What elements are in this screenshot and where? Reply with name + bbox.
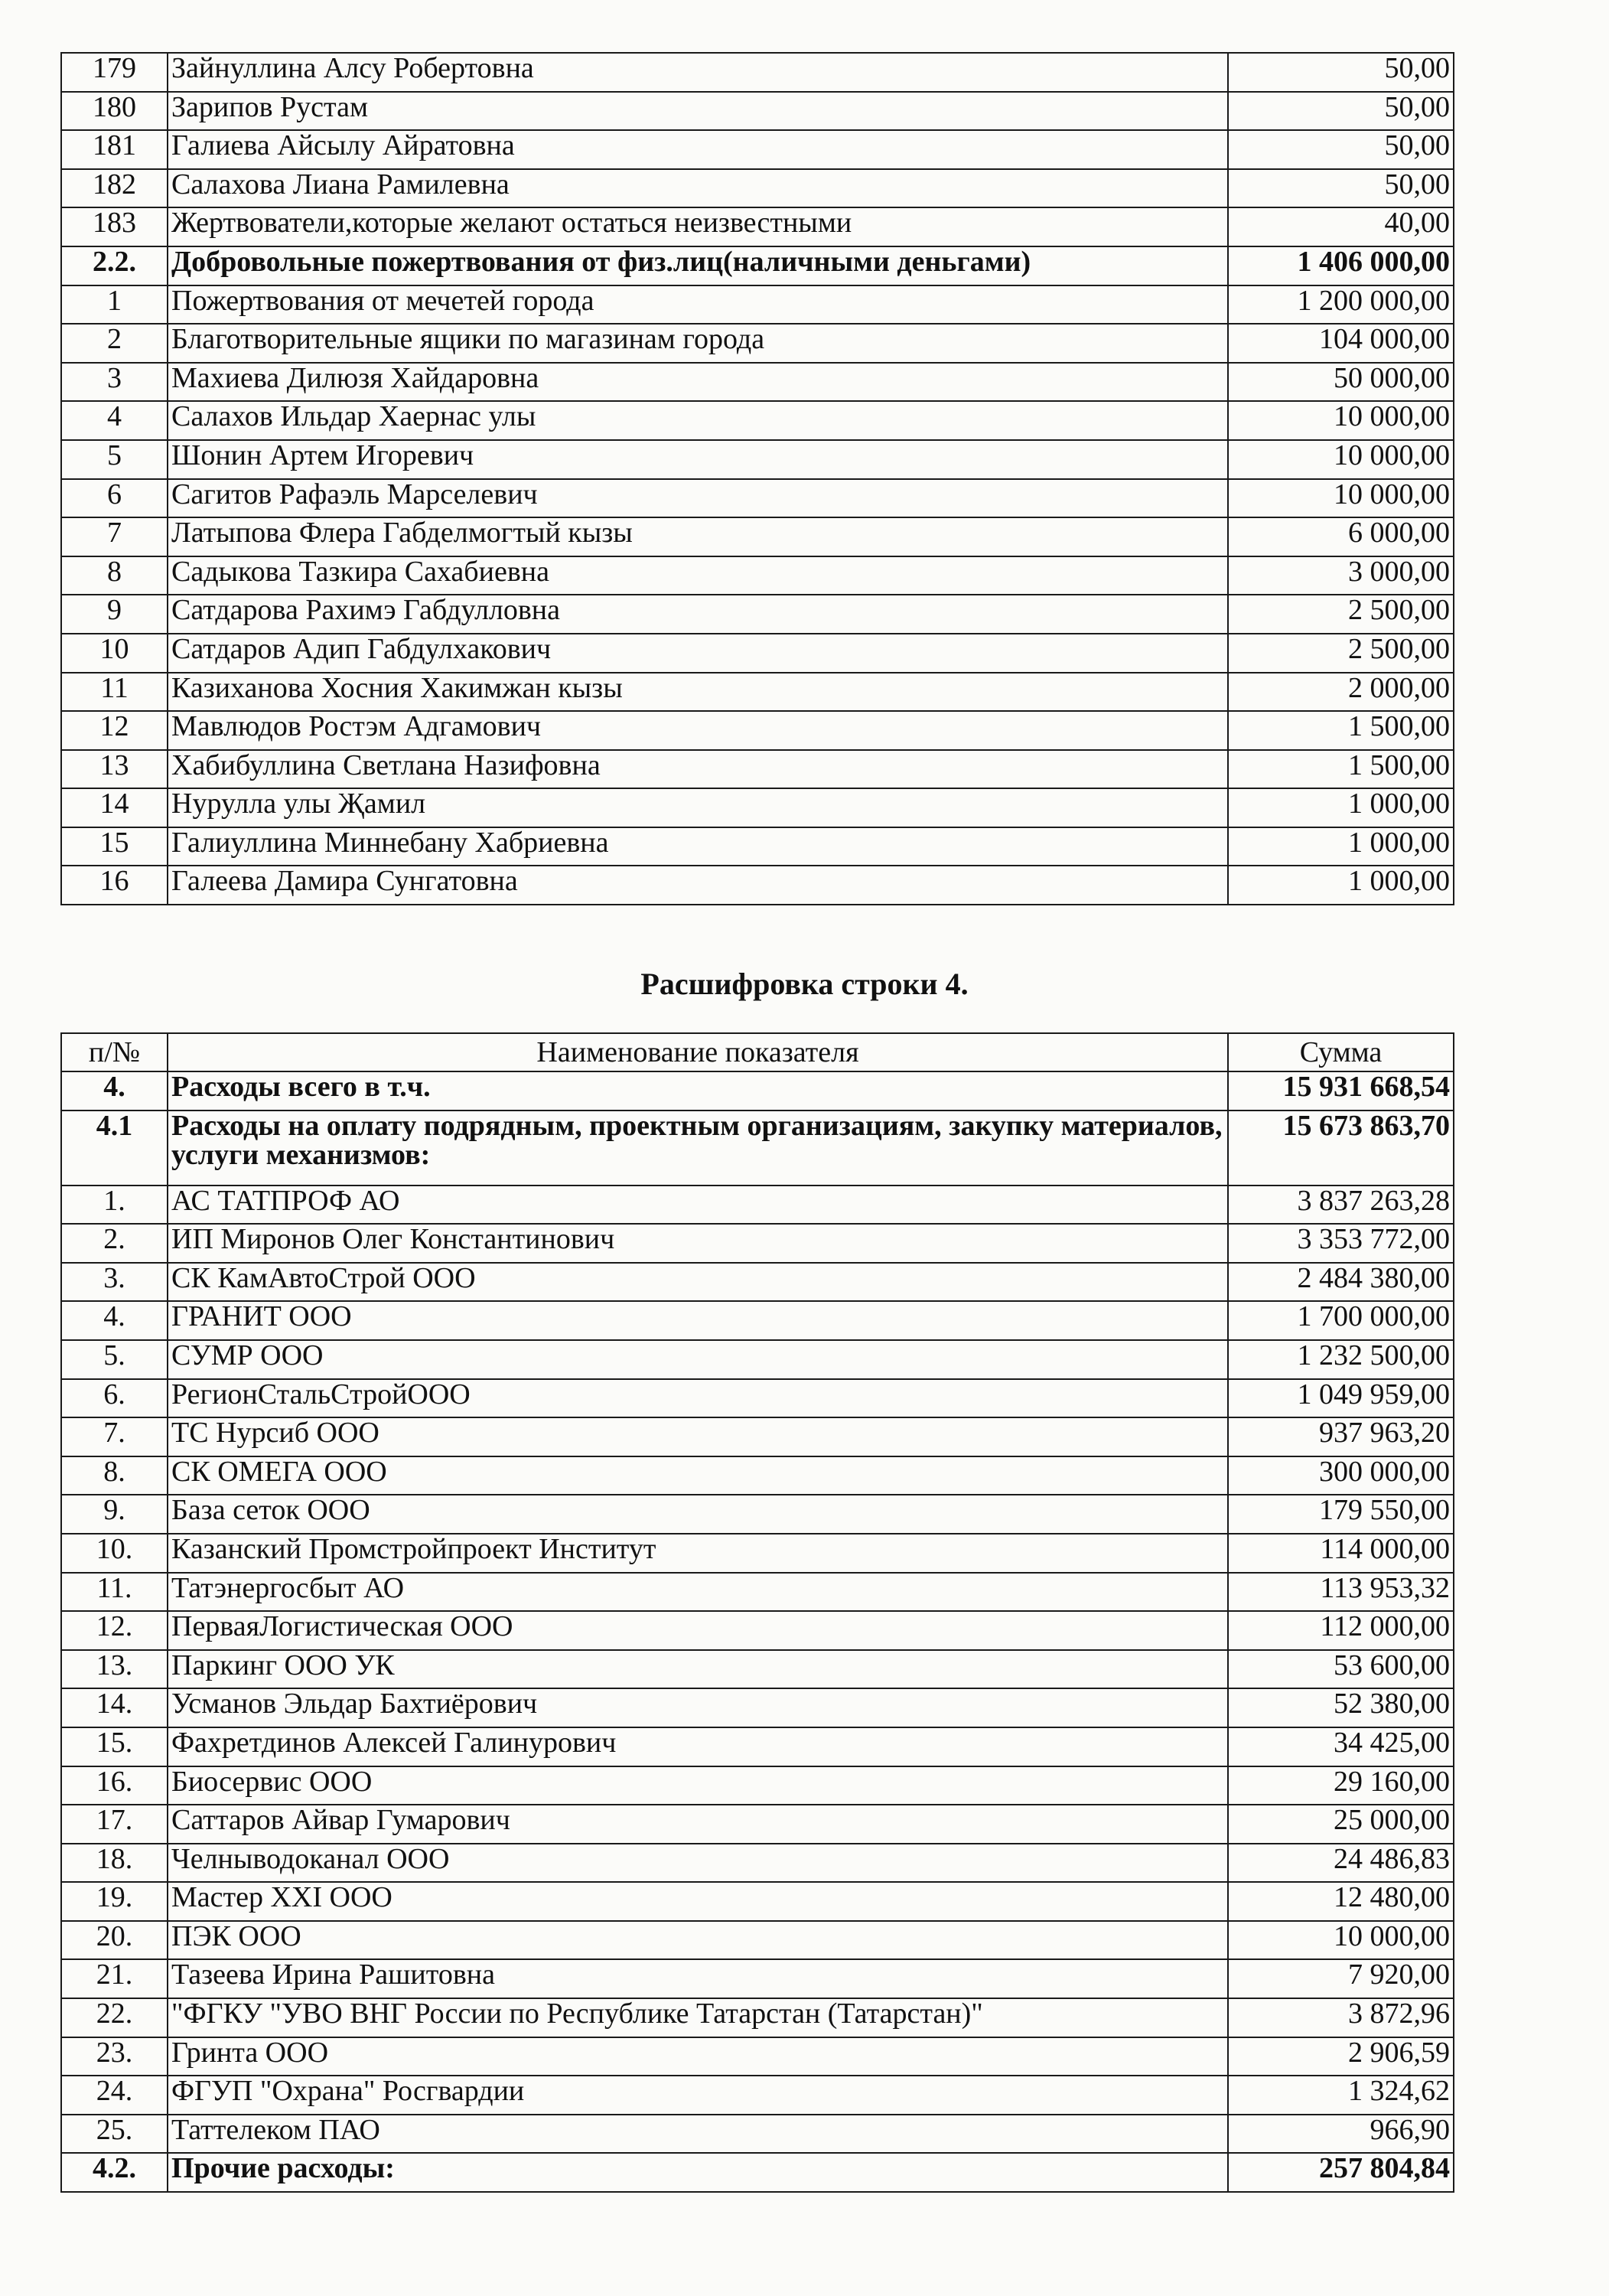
table-row: [61, 556, 1454, 595]
row-name: Сатдарова Рахимэ Габдулловна: [168, 595, 1228, 634]
row-name: Сагитов Рафаэль Марселевич: [168, 479, 1228, 518]
row-number: 21.: [61, 1959, 168, 1998]
row-number: 8: [61, 556, 168, 595]
row-name: ТС Нурсиб ООО: [168, 1417, 1228, 1456]
row-number: 18.: [61, 1844, 168, 1883]
row-number: 16: [61, 866, 168, 905]
row-number: 14.: [61, 1688, 168, 1727]
row-number: 12: [61, 711, 168, 750]
row-name: Благотворительные ящики по магазинам города: [168, 324, 1228, 363]
table-row: [61, 246, 1454, 285]
row-number: 14: [61, 788, 168, 827]
row-name: ПерваяЛогистическая ООО: [168, 1611, 1228, 1650]
row-name: Махиева Дилюзя Хайдаровна: [168, 363, 1228, 402]
row-amount: 104 000,00: [1228, 324, 1454, 363]
table-row: [61, 827, 1454, 866]
row-name: СУМР ООО: [168, 1340, 1228, 1379]
table-row: [61, 1573, 1454, 1612]
row-number: 181: [61, 130, 168, 169]
table-row: [61, 1456, 1454, 1495]
table-row: [61, 634, 1454, 673]
row-name: Салахова Лиана Рамилевна: [168, 169, 1228, 208]
row-amount: 2 484 380,00: [1228, 1263, 1454, 1302]
table-row: [61, 1110, 1454, 1186]
table-row: [61, 2037, 1454, 2076]
row-name: Шонин Артем Игоревич: [168, 440, 1228, 479]
row-number: 3: [61, 363, 168, 402]
row-number: 12.: [61, 1611, 168, 1650]
row-name: Тазеева Ирина Рашитовна: [168, 1959, 1228, 1998]
row-amount: 1 500,00: [1228, 750, 1454, 789]
row-amount: 112 000,00: [1228, 1611, 1454, 1650]
row-number: 4.1: [61, 1110, 168, 1186]
table-row: [61, 2076, 1454, 2115]
row-number: 15: [61, 827, 168, 866]
table-row: [61, 1921, 1454, 1960]
row-name: Казанский Промстройпроект Институт: [168, 1534, 1228, 1573]
row-amount: 15 673 863,70: [1228, 1110, 1454, 1186]
row-name: Нурулла улы Җамил: [168, 788, 1228, 827]
row-amount: 1 500,00: [1228, 711, 1454, 750]
row-amount: 10 000,00: [1228, 440, 1454, 479]
row-number: 16.: [61, 1766, 168, 1805]
row-name: Мавлюдов Ростэм Адгамович: [168, 711, 1228, 750]
row-amount: 10 000,00: [1228, 1921, 1454, 1960]
table-row: [61, 788, 1454, 827]
table-row: [61, 1495, 1454, 1534]
row-amount: 24 486,83: [1228, 1844, 1454, 1883]
table-row: [61, 92, 1454, 131]
row-name: Биосервис ООО: [168, 1766, 1228, 1805]
table-row: [61, 53, 1454, 92]
table-row: [61, 1224, 1454, 1263]
row-amount: 50 000,00: [1228, 363, 1454, 402]
row-number: 15.: [61, 1727, 168, 1766]
row-number: 8.: [61, 1456, 168, 1495]
table-row: [61, 1766, 1454, 1805]
row-number: 2.2.: [61, 246, 168, 285]
table-row: [61, 401, 1454, 440]
table-row: [61, 1186, 1454, 1225]
row-amount: 1 324,62: [1228, 2076, 1454, 2115]
donations-table-body: [61, 53, 1454, 905]
row-number: 11: [61, 673, 168, 712]
table-row: [61, 673, 1454, 712]
row-number: 5.: [61, 1340, 168, 1379]
table-row: [61, 1727, 1454, 1766]
row-amount: 3 000,00: [1228, 556, 1454, 595]
header-amount: Сумма: [1228, 1033, 1454, 1071]
row-amount: 53 600,00: [1228, 1650, 1454, 1689]
table-row: [61, 324, 1454, 363]
table-row: [61, 1688, 1454, 1727]
row-number: 1: [61, 285, 168, 325]
row-number: 9: [61, 595, 168, 634]
row-name: Хабибуллина Светлана Назифовна: [168, 750, 1228, 789]
row-amount: 50,00: [1228, 169, 1454, 208]
table-row: [61, 1611, 1454, 1650]
expenses-table-body: [61, 1071, 1454, 2192]
row-number: 4.: [61, 1071, 168, 1110]
row-number: 183: [61, 207, 168, 246]
row-amount: 25 000,00: [1228, 1805, 1454, 1844]
table-row: [61, 440, 1454, 479]
table-row: [61, 285, 1454, 325]
row-name: Добровольные пожертвования от физ.лиц(наличными деньгами): [168, 246, 1228, 285]
row-name: Усманов Эльдар Бахтиёрович: [168, 1688, 1228, 1727]
row-amount: 257 804,84: [1228, 2153, 1454, 2192]
row-name: СК ОМЕГА ООО: [168, 1456, 1228, 1495]
row-amount: 12 480,00: [1228, 1882, 1454, 1921]
row-name: ГРАНИТ ООО: [168, 1301, 1228, 1340]
row-amount: 300 000,00: [1228, 1456, 1454, 1495]
row-number: 22.: [61, 1998, 168, 2037]
row-amount: 10 000,00: [1228, 401, 1454, 440]
row-amount: 50,00: [1228, 53, 1454, 92]
row-name: Галиуллина Миннебану Хабриевна: [168, 827, 1228, 866]
row-number: 2: [61, 324, 168, 363]
row-name: ФГУП "Охрана" Росгвардии: [168, 2076, 1228, 2115]
table-row: [61, 2115, 1454, 2154]
row-name: Жертвователи,которые желают остаться неизвестными: [168, 207, 1228, 246]
row-name: Казиханова Хосния Хакимжан кызы: [168, 673, 1228, 712]
row-number: 19.: [61, 1882, 168, 1921]
row-amount: 1 000,00: [1228, 866, 1454, 905]
table-row: [61, 1959, 1454, 1998]
row-amount: 113 953,32: [1228, 1573, 1454, 1612]
table-row: [61, 363, 1454, 402]
expenses-table-header: [61, 1033, 1454, 1071]
table-row: [61, 1379, 1454, 1418]
row-number: 17.: [61, 1805, 168, 1844]
row-amount: 34 425,00: [1228, 1727, 1454, 1766]
table-row: [61, 1071, 1454, 1110]
row-name: Расходы на оплату подрядным, проектным организациям, закупку материалов, услуги механизмов:: [168, 1110, 1228, 1186]
table-row: [61, 1998, 1454, 2037]
row-amount: 966,90: [1228, 2115, 1454, 2154]
row-name: Прочие расходы:: [168, 2153, 1228, 2192]
row-name: РегионСтальСтройООО: [168, 1379, 1228, 1418]
row-amount: 1 000,00: [1228, 788, 1454, 827]
row-amount: 10 000,00: [1228, 479, 1454, 518]
row-name: АС ТАТПРОФ АО: [168, 1186, 1228, 1225]
table-row: [61, 1263, 1454, 1302]
row-amount: 2 500,00: [1228, 634, 1454, 673]
row-number: 10.: [61, 1534, 168, 1573]
row-number: 6.: [61, 1379, 168, 1418]
table-row: [61, 1301, 1454, 1340]
row-name: Сатдаров Адип Габдулхакович: [168, 634, 1228, 673]
table-row: [61, 479, 1454, 518]
row-name: ИП Миронов Олег Константинович: [168, 1224, 1228, 1263]
table-row: [61, 207, 1454, 246]
table-row: [61, 1882, 1454, 1921]
row-amount: 7 920,00: [1228, 1959, 1454, 1998]
row-number: 10: [61, 634, 168, 673]
table-row: [61, 750, 1454, 789]
row-name: База сеток ООО: [168, 1495, 1228, 1534]
row-name: Расходы всего в т.ч.: [168, 1071, 1228, 1110]
row-amount: 40,00: [1228, 207, 1454, 246]
row-amount: 1 000,00: [1228, 827, 1454, 866]
row-number: 4.2.: [61, 2153, 168, 2192]
row-number: 182: [61, 169, 168, 208]
row-number: 180: [61, 92, 168, 131]
row-amount: 1 406 000,00: [1228, 246, 1454, 285]
table-row: [61, 2153, 1454, 2192]
row-name: Галиева Айсылу Айратовна: [168, 130, 1228, 169]
row-amount: 1 700 000,00: [1228, 1301, 1454, 1340]
table-row: [61, 1650, 1454, 1689]
row-amount: 2 906,59: [1228, 2037, 1454, 2076]
table-row: [61, 595, 1454, 634]
section-title: Расшифровка строки 4.: [640, 967, 969, 1001]
row-amount: 1 049 959,00: [1228, 1379, 1454, 1418]
row-name: Зайнуллина Алсу Робертовна: [168, 53, 1228, 92]
row-amount: 50,00: [1228, 92, 1454, 131]
row-number: 7: [61, 517, 168, 556]
table-row: [61, 711, 1454, 750]
table-row: [61, 517, 1454, 556]
row-number: 5: [61, 440, 168, 479]
row-number: 4.: [61, 1301, 168, 1340]
row-amount: 52 380,00: [1228, 1688, 1454, 1727]
header-name: Наименование показателя: [168, 1033, 1228, 1071]
row-name: Садыкова Тазкира Сахабиевна: [168, 556, 1228, 595]
row-amount: 114 000,00: [1228, 1534, 1454, 1573]
row-amount: 3 837 263,28: [1228, 1186, 1454, 1225]
row-name: Латыпова Флера Габделмогтый кызы: [168, 517, 1228, 556]
table-row: [61, 1340, 1454, 1379]
table-row: [61, 130, 1454, 169]
row-name: Челныводоканал ООО: [168, 1844, 1228, 1883]
table-row: [61, 1534, 1454, 1573]
row-name: Татэнергосбыт АО: [168, 1573, 1228, 1612]
row-amount: 2 000,00: [1228, 673, 1454, 712]
row-number: 20.: [61, 1921, 168, 1960]
table-row: [61, 169, 1454, 208]
row-number: 13: [61, 750, 168, 789]
row-amount: 1 200 000,00: [1228, 285, 1454, 325]
table-row: [61, 1844, 1454, 1883]
row-name: Гринта ООО: [168, 2037, 1228, 2076]
row-number: 7.: [61, 1417, 168, 1456]
header-number: п/№: [61, 1033, 168, 1071]
row-name: Пожертвования от мечетей города: [168, 285, 1228, 325]
row-number: 179: [61, 53, 168, 92]
row-amount: 3 353 772,00: [1228, 1224, 1454, 1263]
row-number: 13.: [61, 1650, 168, 1689]
row-amount: 15 931 668,54: [1228, 1071, 1454, 1110]
row-number: 9.: [61, 1495, 168, 1534]
row-number: 3.: [61, 1263, 168, 1302]
row-amount: 179 550,00: [1228, 1495, 1454, 1534]
row-number: 23.: [61, 2037, 168, 2076]
row-name: Галеева Дамира Сунгатовна: [168, 866, 1228, 905]
table-row: [61, 1417, 1454, 1456]
row-name: СК КамАвтоСтрой ООО: [168, 1263, 1228, 1302]
expenses-table: [60, 1032, 1454, 2193]
row-name: Мастер XXI ООО: [168, 1882, 1228, 1921]
row-name: Салахов Ильдар Хаернас улы: [168, 401, 1228, 440]
row-number: 1.: [61, 1186, 168, 1225]
row-number: 4: [61, 401, 168, 440]
row-number: 24.: [61, 2076, 168, 2115]
row-amount: 29 160,00: [1228, 1766, 1454, 1805]
row-number: 2.: [61, 1224, 168, 1263]
row-number: 25.: [61, 2115, 168, 2154]
row-amount: 1 232 500,00: [1228, 1340, 1454, 1379]
row-amount: 6 000,00: [1228, 517, 1454, 556]
row-number: 6: [61, 479, 168, 518]
row-name: Таттелеком ПАО: [168, 2115, 1228, 2154]
row-name: Саттаров Айвар Гумарович: [168, 1805, 1228, 1844]
row-name: Зарипов Рустам: [168, 92, 1228, 131]
row-number: 11.: [61, 1573, 168, 1612]
table-row: [61, 1805, 1454, 1844]
table-row: [61, 866, 1454, 905]
row-amount: 2 500,00: [1228, 595, 1454, 634]
row-name: Паркинг ООО УК: [168, 1650, 1228, 1689]
row-amount: 50,00: [1228, 130, 1454, 169]
row-amount: 3 872,96: [1228, 1998, 1454, 2037]
row-amount: 937 963,20: [1228, 1417, 1454, 1456]
row-name: ПЭК ООО: [168, 1921, 1228, 1960]
row-name: "ФГКУ "УВО ВНГ России по Республике Татарстан (Татарстан)": [168, 1998, 1228, 2037]
donations-table: [60, 52, 1454, 905]
row-name: Фахретдинов Алексей Галинурович: [168, 1727, 1228, 1766]
